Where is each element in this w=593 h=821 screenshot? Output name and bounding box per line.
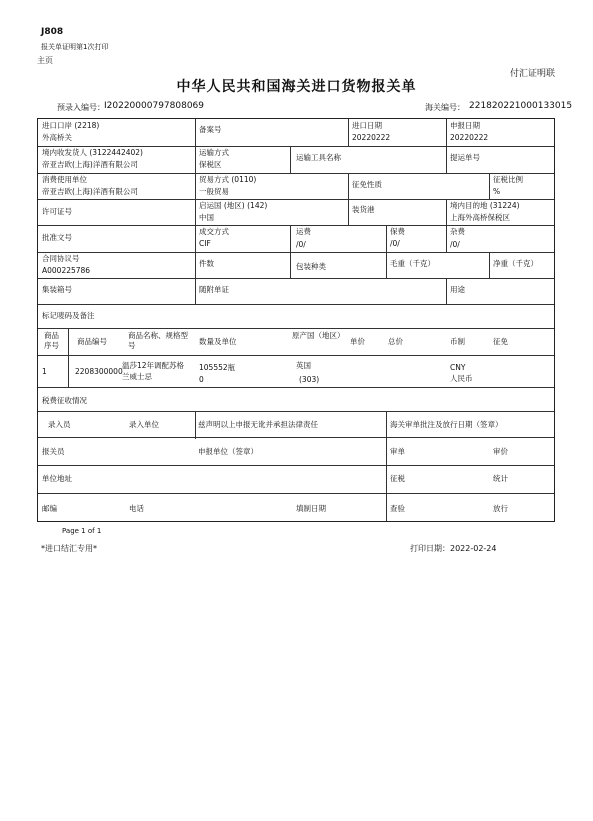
- goods-header-qty: 数量及单位: [199, 337, 237, 346]
- page-title: 中华人民共和国海关进口货物报关单: [176, 79, 417, 95]
- footer-note: *进口结汇专用*: [41, 544, 97, 553]
- tax-ratio-value: %: [493, 187, 501, 196]
- trade-mode-value: 一般贸易: [199, 187, 229, 196]
- container-no-label: 集装箱号: [42, 285, 72, 294]
- goods-currency-2: 人民币: [450, 374, 473, 383]
- goods-header-name: 商品名称、规格型号: [128, 331, 188, 350]
- transport-mode-value: 保税区: [199, 160, 222, 169]
- import-date-label: 进口日期: [352, 121, 382, 130]
- origin-country-value: 中国: [199, 213, 214, 222]
- transport-mode-label: 运输方式: [199, 148, 229, 157]
- home-link[interactable]: 主页: [37, 56, 53, 65]
- goods-seq: 1: [42, 367, 47, 376]
- form-code: J808: [41, 27, 64, 37]
- phone-label: 电话: [129, 504, 144, 513]
- entry-clerk-label: 录入员: [48, 420, 71, 429]
- goods-header-code: 商品编号: [77, 337, 107, 346]
- entry-unit-label: 录入单位: [129, 420, 159, 429]
- goods-currency-1: CNY: [450, 363, 466, 372]
- goods-header-total: 总价: [388, 337, 403, 346]
- exemption-nature-label: 征免性质: [352, 180, 382, 189]
- customs-approval-label: 海关审单批注及放行日期（签章）: [390, 420, 503, 429]
- transport-tool-label: 运输工具名称: [296, 153, 341, 162]
- page-indicator: Page 1 of 1: [62, 527, 102, 535]
- tax-status-label: 税费征收情况: [42, 396, 87, 405]
- consignee-value: 帝亚吉欧(上海)洋酒有限公司: [42, 160, 138, 169]
- consignee-label: 境内收发货人 (3122442402): [42, 148, 143, 157]
- declaring-unit-label: 申报单位（签章）: [198, 447, 258, 456]
- bill-no-label: 提运单号: [450, 153, 480, 162]
- attached-docs-label: 随附单证: [199, 285, 229, 294]
- license-no-label: 许可证号: [42, 207, 72, 216]
- deal-mode-label: 成交方式: [199, 227, 229, 236]
- declaration-form: [37, 118, 555, 522]
- destination-label: 境内目的地 (31224): [450, 201, 520, 210]
- customs-no: 221820221000133015: [469, 101, 573, 111]
- print-note: 报关单证明第1次打印: [41, 43, 109, 51]
- origin-country-label: 启运国 (地区) (142): [199, 201, 268, 210]
- review-label: 审单: [390, 447, 405, 456]
- misc-fee-label: 杂费: [450, 227, 465, 236]
- gross-weight-label: 毛重（千克）: [390, 259, 435, 268]
- tax-levy-label: 征税: [390, 474, 405, 483]
- net-weight-label: 净重（千克）: [493, 259, 538, 268]
- tax-ratio-label: 征税比例: [493, 175, 523, 184]
- destination-value: 上海外高桥保税区: [450, 213, 510, 222]
- goods-header-exemption: 征免: [493, 337, 508, 346]
- goods-header-currency: 币制: [450, 337, 465, 346]
- price-review-label: 审价: [493, 447, 508, 456]
- statistics-label: 统计: [493, 474, 508, 483]
- goods-origin-1: 英国: [296, 361, 311, 370]
- goods-code: 2208300000: [75, 367, 123, 376]
- goods-header-origin: 原产国（地区）: [292, 331, 345, 340]
- entry-port-label: 进口口岸 (2218): [42, 121, 100, 130]
- filing-no-label: 备案号: [199, 125, 222, 134]
- goods-header-price: 单价: [350, 337, 365, 346]
- freight-value: /0/: [296, 240, 306, 249]
- declare-date-value: 20220222: [450, 133, 489, 142]
- declaration-statement: 兹声明以上申报无讹并承担法律责任: [198, 420, 318, 429]
- approval-no-label: 批准文号: [42, 233, 72, 242]
- import-date-value: 20220222: [352, 133, 391, 142]
- goods-qty-2: 0: [199, 375, 204, 384]
- contract-no-value: A000225786: [42, 266, 91, 275]
- loading-port-label: 装货港: [352, 205, 375, 214]
- release-label: 放行: [493, 504, 508, 513]
- consumer-value: 帝亚吉欧(上海)洋酒有限公司: [42, 187, 138, 196]
- print-date: 打印日期：2022-02-24: [410, 544, 497, 553]
- fill-date-label: 填制日期: [296, 504, 326, 513]
- contract-no-label: 合同协议号: [42, 254, 80, 263]
- copy-type: 付汇证明联: [509, 69, 555, 79]
- trade-mode-label: 贸易方式 (0110): [199, 175, 257, 184]
- goods-name-2: 兰威士忌: [122, 372, 152, 381]
- pre-entry-no: I20220000797808069: [104, 101, 204, 111]
- goods-name-1: 温莎12年调配苏格: [122, 361, 185, 370]
- pre-entry-label: 预录入编号：: [57, 103, 105, 112]
- package-type-label: 包装种类: [296, 262, 326, 271]
- customs-no-label: 海关编号：: [425, 103, 465, 112]
- entry-port-value: 外高桥关: [42, 133, 72, 142]
- insurance-label: 保费: [390, 227, 405, 236]
- insurance-value: /0/: [390, 239, 400, 248]
- misc-fee-value: /0/: [450, 240, 460, 249]
- freight-label: 运费: [296, 227, 311, 236]
- inspection-label: 查验: [390, 504, 405, 513]
- consumer-label: 消费使用单位: [42, 175, 87, 184]
- pieces-label: 件数: [199, 259, 214, 268]
- goods-header-seq: 商品序号: [44, 331, 59, 350]
- marks-label: 标记唛码及备注: [42, 311, 95, 320]
- declare-date-label: 申报日期: [450, 121, 480, 130]
- unit-address-label: 单位地址: [42, 474, 72, 483]
- deal-mode-value: CIF: [199, 239, 211, 248]
- usage-label: 用途: [450, 285, 465, 294]
- goods-qty-1: 105552瓶: [199, 363, 236, 372]
- broker-label: 报关员: [42, 447, 65, 456]
- postcode-label: 邮编: [42, 504, 57, 513]
- goods-origin-2: (303): [299, 375, 320, 384]
